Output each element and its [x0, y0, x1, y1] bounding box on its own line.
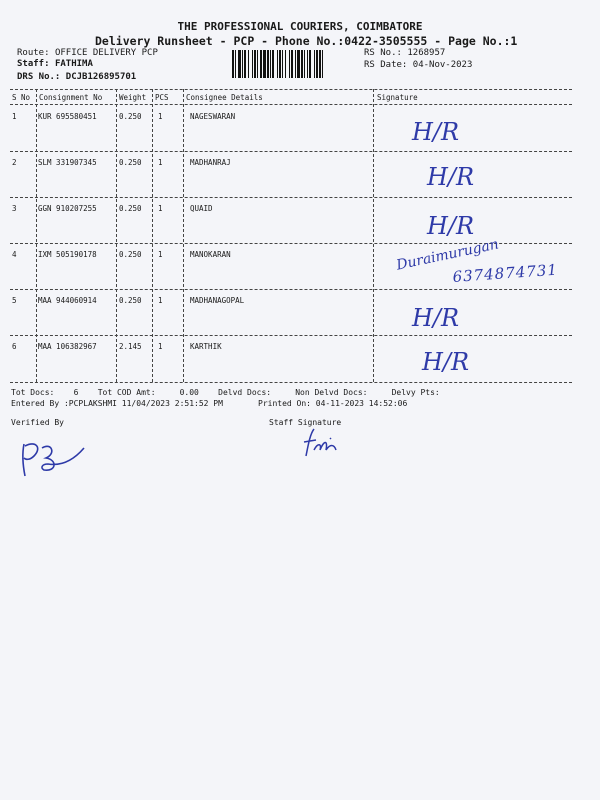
entered-by: Entered By :PCPLAKSHMI 11/04/2023 2:51:52 PM — [11, 399, 223, 408]
header-weight: Weight — [119, 93, 147, 102]
header-rule — [10, 104, 572, 105]
staff-signature-label: Staff Signature — [269, 418, 342, 427]
row-2-pcs: 1 — [158, 158, 163, 167]
row-5-consignee: MADHANAGOPAL — [190, 296, 245, 305]
runsheet-subtitle: Delivery Runsheet - PCP - Phone No.:0422-3505555 - Page No.:1 — [95, 34, 518, 48]
table-top-rule — [10, 89, 572, 90]
tot-cod-value: 0.00 — [179, 388, 199, 397]
row-2-signature: H/R — [427, 163, 475, 191]
header-sno: S No — [12, 93, 31, 102]
staff-signature-image — [300, 426, 340, 460]
row-2-consignee: MADHANRAJ — [190, 158, 231, 167]
row-rule-4 — [10, 289, 572, 290]
table-bottom-rule — [10, 382, 572, 383]
rs-no-value: 1268957 — [407, 48, 446, 58]
col-divider — [373, 89, 374, 382]
company-title: THE PROFESSIONAL COURIERS, COIMBATORE — [177, 20, 423, 33]
row-1-signature: H/R — [412, 118, 460, 146]
rs-date-label: RS Date: — [364, 60, 408, 70]
col-divider — [152, 89, 153, 382]
header-consignee: Consignee Details — [186, 93, 263, 102]
row-5-signature: H/R — [412, 304, 460, 332]
drs-label: DRS No.: — [17, 72, 61, 82]
rs-no-line — [364, 48, 445, 58]
row-3-signature: H/R — [427, 212, 475, 240]
rs-no-label: RS No.: — [364, 48, 402, 58]
row-3-sno: 3 — [12, 204, 17, 213]
row-1-pcs: 1 — [158, 112, 163, 121]
row-6-consignee: KARTHIK — [190, 342, 222, 351]
tot-docs-value: 6 — [73, 388, 79, 397]
route-line — [17, 48, 158, 58]
totals-line — [11, 388, 440, 397]
row-4-sno: 4 — [12, 250, 17, 259]
header-pcs: PCS — [155, 93, 169, 102]
header-consignment: Consignment No — [39, 93, 103, 102]
row-5-sno: 5 — [12, 296, 17, 305]
staff-label: Staff: — [17, 59, 50, 69]
tot-cod-label: Tot COD Amt: — [97, 388, 156, 397]
row-1-weight: 0.250 — [119, 112, 142, 121]
rs-date-line — [364, 60, 472, 70]
staff-value: FATHIMA — [54, 59, 93, 69]
row-6-weight: 2.145 — [119, 342, 142, 351]
row-5-weight: 0.250 — [119, 296, 142, 305]
route-value: OFFICE DELIVERY PCP — [54, 48, 158, 58]
row-1-sno: 1 — [12, 112, 17, 121]
route-label: Route: — [17, 48, 50, 58]
col-divider — [36, 89, 37, 382]
rs-date-value: 04-Nov-2023 — [412, 60, 473, 70]
non-delvd-label: Non Delvd Docs: — [295, 388, 368, 397]
row-2-consignment: SLM 331907345 — [38, 158, 97, 167]
drs-value: DCJB126895701 — [65, 72, 137, 82]
row-6-pcs: 1 — [158, 342, 163, 351]
col-divider — [116, 89, 117, 382]
delvy-pts-label: Delvy Pts: — [391, 388, 440, 397]
row-5-consignment: MAA 944060914 — [38, 296, 97, 305]
row-5-pcs: 1 — [158, 296, 163, 305]
drs-line — [17, 72, 136, 82]
row-rule-2 — [10, 197, 572, 198]
row-1-consignee: NAGESWARAN — [190, 112, 236, 121]
col-divider — [183, 89, 184, 382]
verifier-signature-image — [18, 438, 88, 480]
header-signature: Signature — [377, 93, 418, 102]
barcode-image — [232, 50, 357, 78]
row-6-consignment: MAA 106382967 — [38, 342, 97, 351]
row-4-signature-name: Duraimurugan — [395, 236, 501, 274]
printed-on: Printed On: 04-11-2023 14:52:06 — [258, 399, 408, 408]
row-6-sno: 6 — [12, 342, 17, 351]
verified-by-label: Verified By — [11, 418, 64, 427]
row-3-weight: 0.250 — [119, 204, 142, 213]
row-4-pcs: 1 — [158, 250, 163, 259]
staff-line — [17, 59, 93, 69]
row-4-consignee: MANOKARAN — [190, 250, 231, 259]
delvd-docs-label: Delvd Docs: — [218, 388, 272, 397]
row-6-signature: H/R — [422, 348, 470, 376]
row-4-weight: 0.250 — [119, 250, 142, 259]
row-rule-1 — [10, 151, 572, 152]
row-rule-5 — [10, 335, 572, 336]
row-3-pcs: 1 — [158, 204, 163, 213]
row-2-weight: 0.250 — [119, 158, 142, 167]
row-3-consignee: QUAID — [190, 204, 213, 213]
row-2-sno: 2 — [12, 158, 17, 167]
row-4-consignment: IXM 505190178 — [38, 250, 97, 259]
row-4-signature-phone: 6374874731 — [452, 260, 559, 286]
row-3-consignment: GGN 910207255 — [38, 204, 97, 213]
tot-docs-label: Tot Docs: — [11, 388, 55, 397]
row-1-consignment: KUR 695580451 — [38, 112, 97, 121]
